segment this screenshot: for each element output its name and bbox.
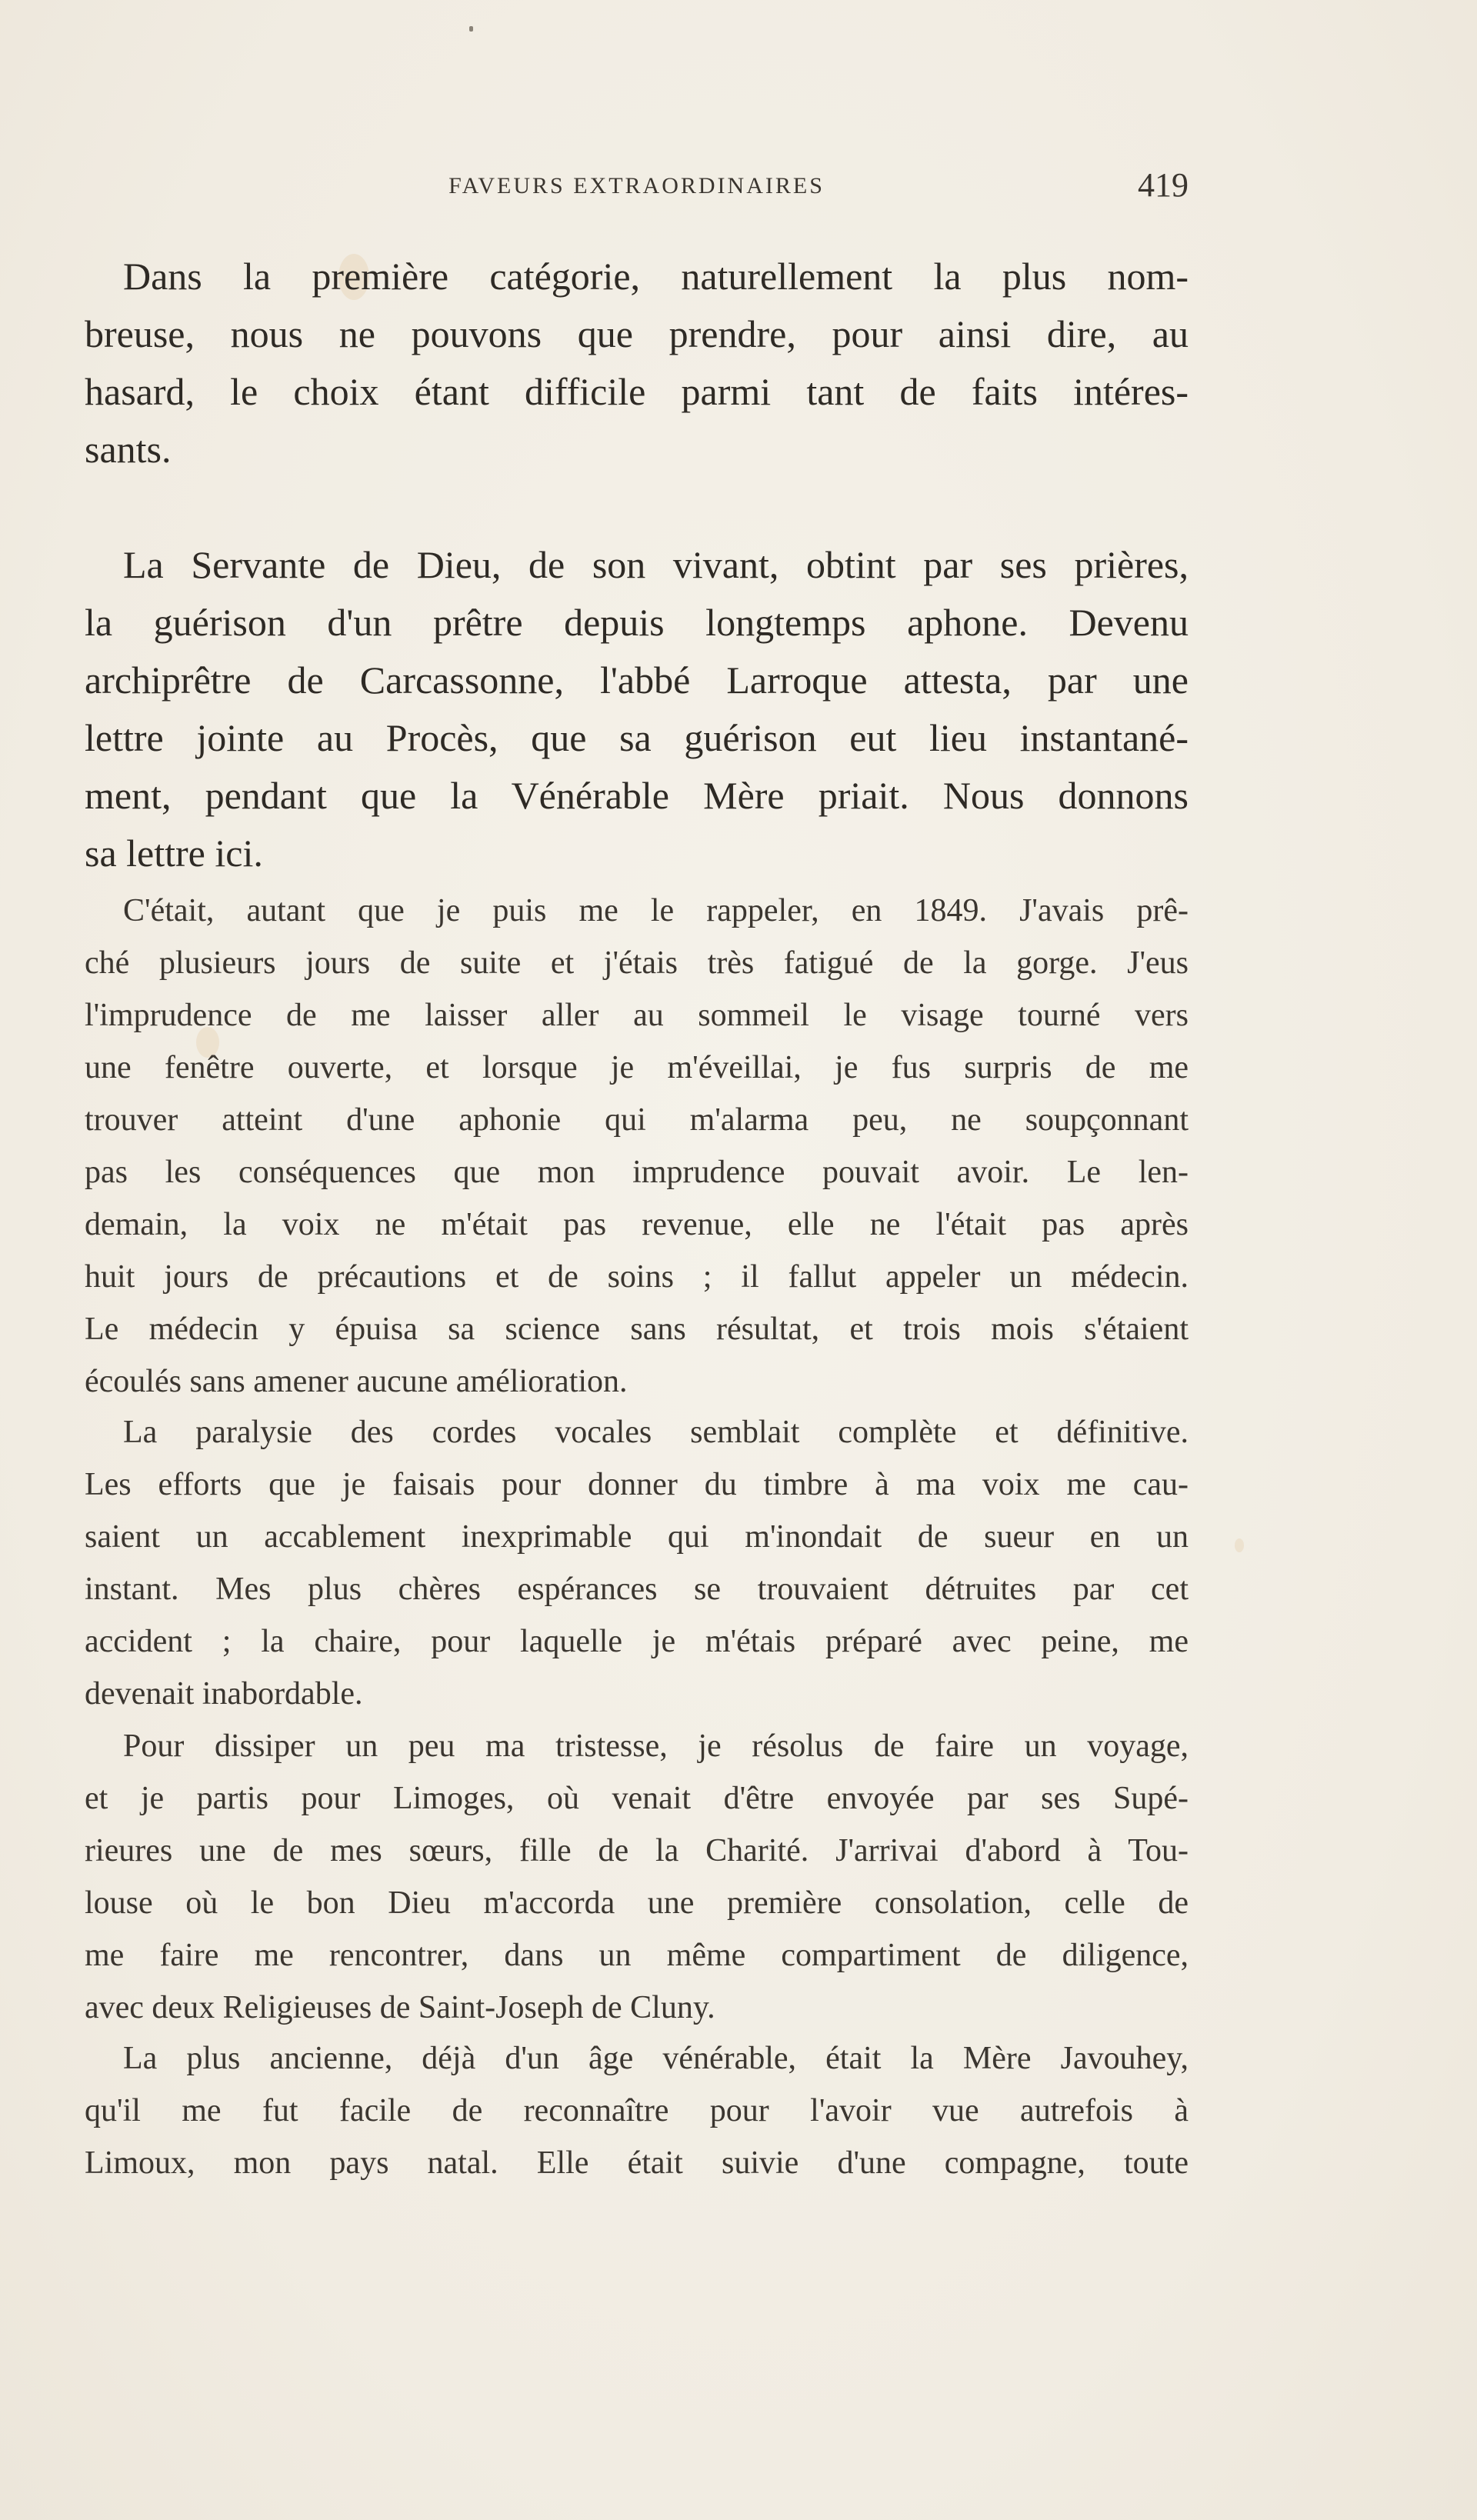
text-line: huit jours de précautions et de soins ; il fallut appeler un médecin. xyxy=(85,1259,1189,1295)
text-line: avec deux Religieuses de Saint-Joseph de Cluny. xyxy=(85,1990,715,2025)
ink-speck xyxy=(469,26,473,32)
text-line: C'était, autant que je puis me le rappeler, en 1849. J'avais prê- xyxy=(123,893,1189,928)
paper-stain xyxy=(1235,1538,1244,1552)
text-line: demain, la voix ne m'était pas revenue, elle ne l'était pas après xyxy=(85,1207,1189,1242)
text-line: sa lettre ici. xyxy=(85,832,263,875)
text-line: la guérison d'un prêtre depuis longtemps aphone. Devenu xyxy=(85,601,1189,644)
text-line: écoulés sans amener aucune amélioration. xyxy=(85,1364,628,1399)
text-line: louse où le bon Dieu m'accorda une première consolation, celle de xyxy=(85,1885,1189,1921)
text-line: hasard, le choix étant difficile parmi tant de faits intéres- xyxy=(85,370,1189,413)
text-line: accident ; la chaire, pour laquelle je m'étais préparé avec peine, me xyxy=(85,1624,1189,1659)
text-line: saient un accablement inexprimable qui m'inondait de sueur en un xyxy=(85,1519,1189,1555)
text-line: rieures une de mes sœurs, fille de la Charité. J'arrivai d'abord à Tou- xyxy=(85,1833,1189,1868)
text-line: sants. xyxy=(85,428,172,471)
text-line: Le médecin y épuisa sa science sans résultat, et trois mois s'étaient xyxy=(85,1312,1189,1347)
text-line: trouver atteint d'une aphonie qui m'alarma peu, ne soupçonnant xyxy=(85,1102,1189,1138)
text-line: l'imprudence de me laisser aller au sommeil le visage tourné vers xyxy=(85,998,1189,1033)
text-line: ché plusieurs jours de suite et j'étais très fatigué de la gorge. J'eus xyxy=(85,945,1189,981)
text-line: Dans la première catégorie, naturellement la plus nom- xyxy=(123,255,1189,298)
text-line: et je partis pour Limoges, où venait d'être envoyée par ses Supé- xyxy=(85,1781,1189,1816)
text-line: Pour dissiper un peu ma tristesse, je résolus de faire un voyage, xyxy=(123,1728,1189,1764)
text-line: Limoux, mon pays natal. Elle était suivie d'une compagne, toute xyxy=(85,2145,1189,2181)
text-line: devenait inabordable. xyxy=(85,1676,363,1712)
text-line: me faire me rencontrer, dans un même compartiment de diligence, xyxy=(85,1938,1189,1973)
text-line: pas les conséquences que mon imprudence pouvait avoir. Le len- xyxy=(85,1155,1189,1190)
page-number: 419 xyxy=(1138,166,1189,204)
text-line: qu'il me fut facile de reconnaître pour l'avoir vue autrefois à xyxy=(85,2093,1189,2128)
text-line: breuse, nous ne pouvons que prendre, pour ainsi dire, au xyxy=(85,312,1189,355)
text-line: ment, pendant que la Vénérable Mère priait. Nous donnons xyxy=(85,774,1189,817)
text-line: instant. Mes plus chères espérances se trouvaient détruites par cet xyxy=(85,1572,1189,1607)
running-title: FAVEURS EXTRAORDINAIRES xyxy=(448,173,825,198)
text-line: La paralysie des cordes vocales semblait complète et définitive. xyxy=(123,1415,1189,1450)
running-head xyxy=(85,165,1189,204)
text-line: Les efforts que je faisais pour donner du timbre à ma voix me cau- xyxy=(85,1467,1189,1502)
text-line: lettre jointe au Procès, que sa guérison eut lieu instantané- xyxy=(85,716,1189,759)
text-line: La Servante de Dieu, de son vivant, obtint par ses prières, xyxy=(123,543,1189,586)
text-line: La plus ancienne, déjà d'un âge vénérable, était la Mère Javouhey, xyxy=(123,2041,1189,2076)
text-line: archiprêtre de Carcassonne, l'abbé Larroque attesta, par une xyxy=(85,658,1189,702)
text-line: une fenêtre ouverte, et lorsque je m'éveillai, je fus surpris de me xyxy=(85,1050,1189,1085)
